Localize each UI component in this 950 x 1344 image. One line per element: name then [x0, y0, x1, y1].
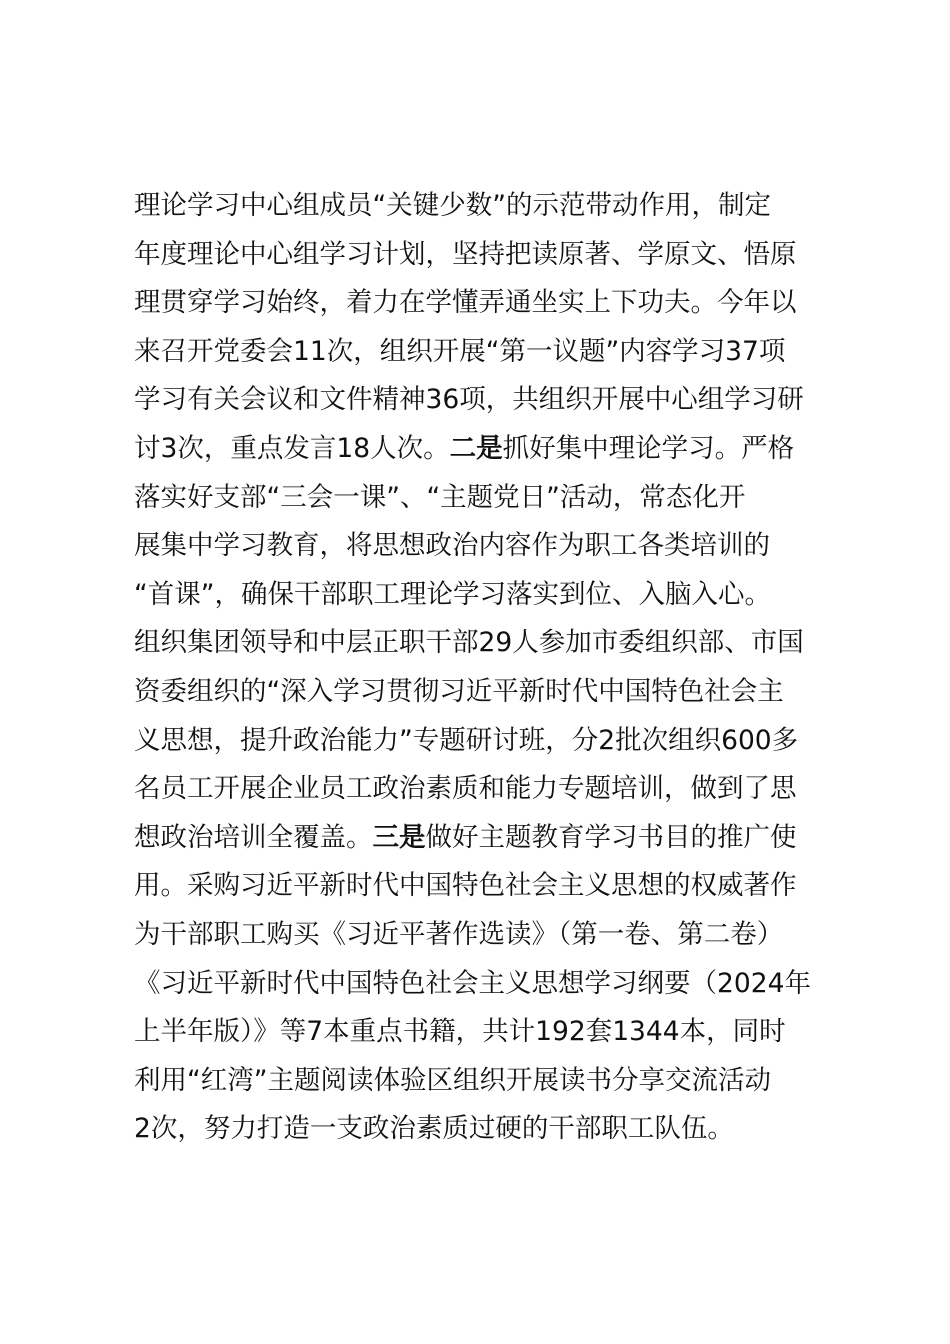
paragraph-line: [134, 668, 854, 717]
line-text: 义思想，提升政治能力”专题研讨班，分2批次组织600多: [134, 724, 799, 756]
paragraph-line: [134, 474, 854, 523]
line-text: 组织集团领导和中层正职干部29人参加市委组织部、市国: [134, 627, 804, 659]
paragraph-line: [134, 425, 854, 474]
paragraph-line: [134, 765, 854, 814]
paragraph-line: [134, 279, 854, 328]
line-text: 落实好支部“三会一课”、“主题党日”活动，常态化开: [134, 481, 746, 513]
paragraph-line: [134, 619, 854, 668]
line-text: 《习近平新时代中国特色社会主义思想学习纲要（2024年: [134, 967, 811, 999]
line-text: 年度理论中心组学习计划，坚持把读原著、学原文、悟原: [134, 238, 797, 270]
line-text: 用。采购习近平新时代中国特色社会主义思想的权威著作: [134, 870, 797, 902]
line-text: 学习有关会议和文件精神36项，共组织开展中心组学习研: [134, 384, 804, 416]
paragraph-line: [134, 571, 854, 620]
bold-heading: 二是: [449, 432, 503, 464]
paragraph-line: [134, 522, 854, 571]
line-text: 为干部职工购买《习近平著作选读》（第一卷、第二卷）: [134, 918, 784, 950]
paragraph-line: [134, 231, 854, 280]
line-text: 上半年版）》等7本重点书籍，共计192套1344本，同时: [134, 1016, 786, 1048]
line-text: 讨3次，重点发言18人次。: [134, 432, 450, 464]
paragraph-line: [134, 1008, 854, 1057]
paragraph-line: [134, 1057, 854, 1106]
bold-heading: 三是: [372, 821, 426, 853]
line-text: 利用“红湾”主题阅读体验区组织开展读书分享交流活动: [134, 1064, 771, 1096]
line-text: 展集中学习教育，将思想政治内容作为职工各类培训的: [134, 530, 770, 562]
body-paragraph: [134, 182, 854, 1154]
paragraph-line: [134, 862, 854, 911]
line-text: 资委组织的“深入学习贯彻习近平新时代中国特色社会主: [134, 675, 784, 707]
line-text: 名员工开展企业员工政治素质和能力专题培训，做到了思: [134, 773, 797, 805]
line-text: 想政治培训全覆盖。: [134, 821, 373, 853]
line-text: “首课”，确保干部职工理论学习落实到位、入脑入心。: [134, 578, 771, 610]
line-text: 抓好集中理论学习。严格: [502, 432, 795, 464]
paragraph-line: [134, 1105, 854, 1154]
line-text: 来召开党委会11次，组织开展“第一议题”内容学习37项: [134, 335, 786, 367]
paragraph-line: [134, 814, 854, 863]
paragraph-line: [134, 911, 854, 960]
line-text: 理贯穿学习始终，着力在学懂弄通坐实上下功夫。今年以: [134, 287, 797, 319]
paragraph-line: [134, 717, 854, 766]
line-text: 做好主题教育学习书目的推广使: [425, 821, 797, 853]
paragraph-line: [134, 376, 854, 425]
paragraph-line: [134, 182, 854, 231]
paragraph-line: [134, 328, 854, 377]
line-text: 理论学习中心组成员“关键少数”的示范带动作用，制定: [134, 190, 771, 221]
line-text: 2次，努力打造一支政治素质过硬的干部职工队伍。: [134, 1113, 734, 1145]
paragraph-line: [134, 960, 854, 1009]
